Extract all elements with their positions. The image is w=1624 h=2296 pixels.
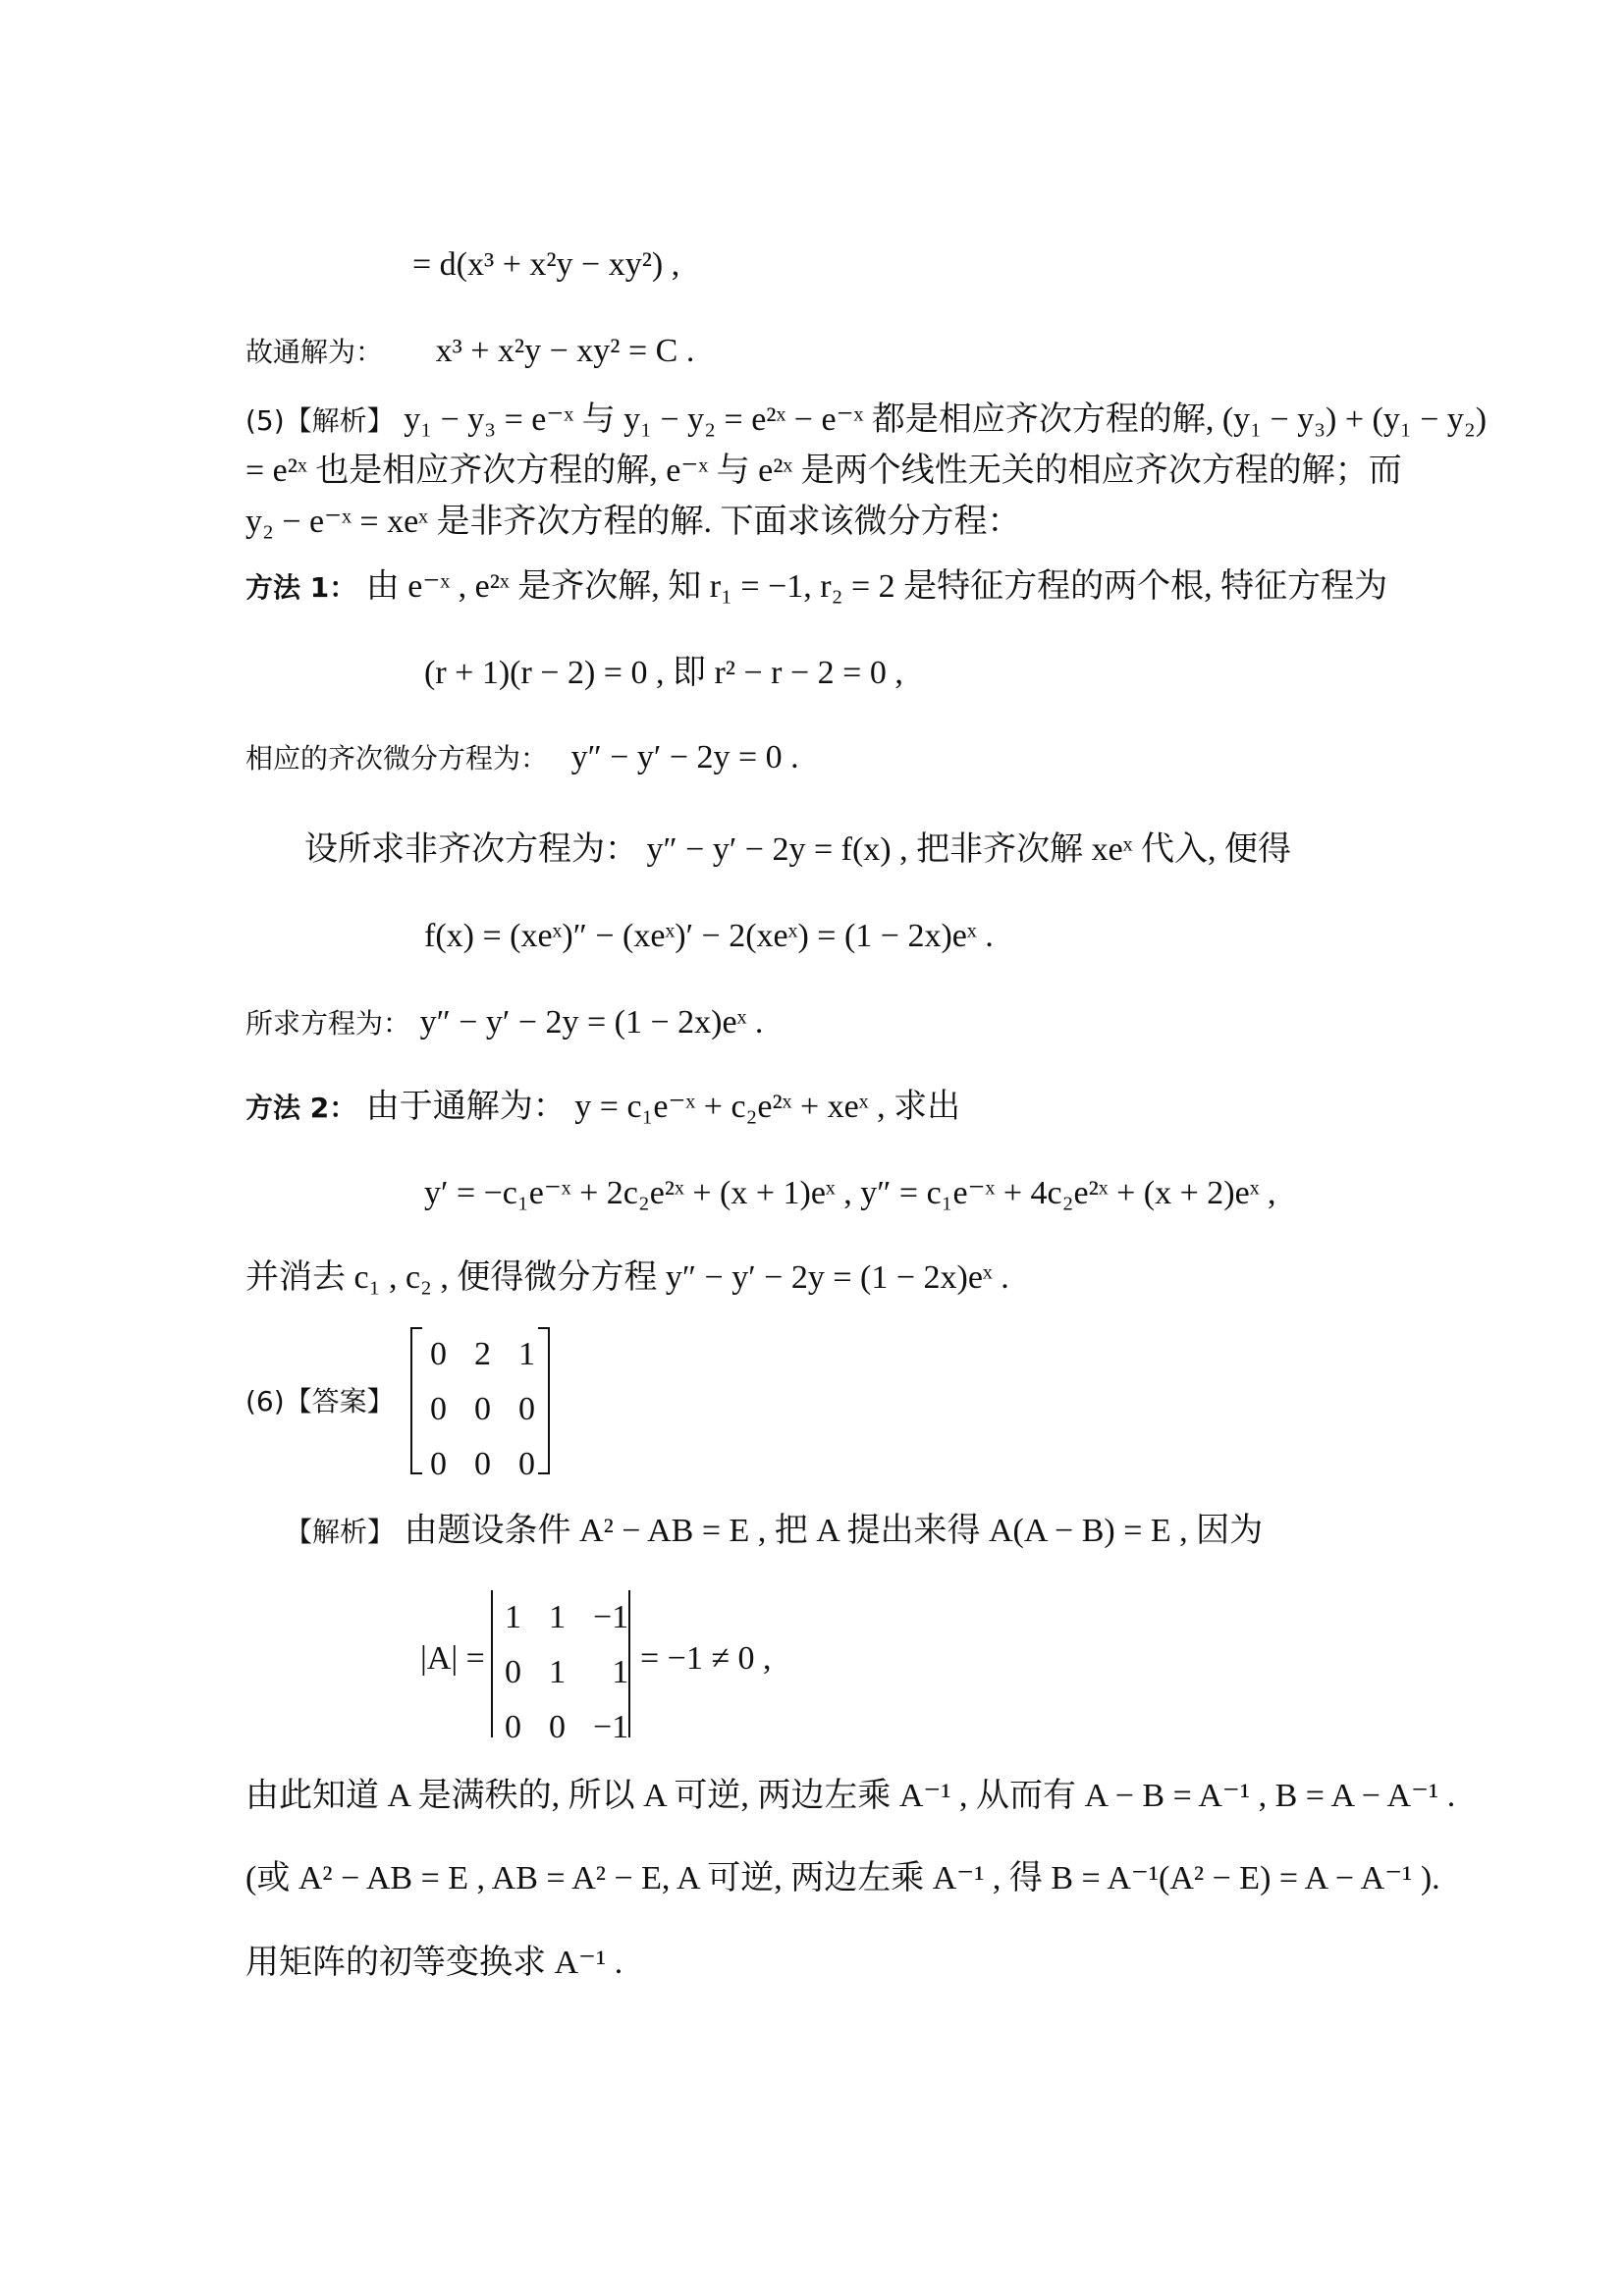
method2-line — [245, 1088, 960, 1128]
method1-label: 方法 1： — [245, 571, 357, 604]
matrix-cell: 0 — [430, 1391, 447, 1427]
determinant-matrix — [491, 1590, 630, 1745]
det-cell: 1 — [612, 1654, 629, 1690]
part5-text-2: = e²ˣ 也是相应齐次方程的解, e⁻ˣ 与 e²ˣ 是两个线性无关的相应齐次方程的解；而 — [245, 453, 1402, 489]
answer-matrix — [410, 1327, 550, 1482]
det-cell: −1 — [593, 1599, 629, 1635]
matrix-cell: 0 — [430, 1446, 447, 1482]
det-cell: 0 — [505, 1709, 521, 1745]
part6-analysis-line — [285, 1512, 1263, 1552]
result-equation: y″ − y′ − 2y = (1 − 2x)eˣ . — [419, 1004, 764, 1041]
characteristic-equation: (r + 1)(r − 2) = 0 , 即 r² − r − 2 = 0 , — [424, 655, 903, 691]
method1-text: 由 e⁻ˣ , e²ˣ 是齐次解, 知 r₁ = −1, r₂ = 2 是特征方程的两个根, 特征方程为 — [365, 568, 1388, 605]
fx-computation: f(x) = (xeˣ)″ − (xeˣ)′ − 2(xeˣ) = (1 − 2x)eˣ . — [424, 918, 994, 954]
alternative-line: (或 A² − AB = E , AB = A² − E, A 可逆, 两边左乘 A⁻¹ , 得 B = A⁻¹(A² − E) = A − A⁻¹ ). — [245, 1860, 1440, 1896]
matrix-cell: 1 — [518, 1336, 535, 1372]
nonhomogeneous-setup: 设所求非齐次方程为： y″ − y′ − 2y = f(x) , 把非齐次解 xeˣ 代入, 便得 — [304, 831, 1292, 868]
eliminate-line: 并消去 c₁ , c₂ , 便得微分方程 y″ − y′ − 2y = (1 − 2x)eˣ . — [245, 1259, 1009, 1296]
matrix-left-bracket — [410, 1327, 422, 1474]
method2-text: 由于通解为： y = c₁e⁻ˣ + c₂e²ˣ + xeˣ , 求出 — [365, 1089, 961, 1125]
matrix-cell: 0 — [518, 1391, 535, 1427]
part6-label: (6)【答案】 — [245, 1385, 395, 1417]
det-label: |A| = — [420, 1640, 485, 1677]
part5-label: (5)【解析】 — [245, 404, 395, 437]
matrix-cell: 0 — [474, 1391, 491, 1427]
general-solution-label: 故通解为： — [245, 336, 384, 368]
det-cell: 1 — [549, 1599, 566, 1635]
part5-text-1: y₁ − y₃ = e⁻ˣ 与 y₁ − y₂ = e²ˣ − e⁻ˣ 都是相应齐次方程的解, (y₁ − y₃) + (y₁ − y₂) — [404, 401, 1488, 438]
inverse-line: 用矩阵的初等变换求 A⁻¹ . — [245, 1945, 623, 1981]
analysis-text: 由题设条件 A² − AB = E , 把 A 提出来得 A(A − B) = E , 因为 — [404, 1513, 1264, 1549]
part5-line1 — [245, 400, 1487, 441]
det-cell: 0 — [549, 1709, 566, 1745]
method2-label: 方法 2： — [245, 1092, 357, 1124]
general-solution-line — [245, 332, 694, 372]
det-right-bar — [628, 1590, 630, 1737]
full-rank-line: 由此知道 A 是满秩的, 所以 A 可逆, 两边左乘 A⁻¹ , 从而有 A − B = A⁻¹ , B = A − A⁻¹ . — [245, 1778, 1456, 1814]
matrix-cell: 0 — [430, 1336, 447, 1372]
part5-text-3: y₂ − e⁻ˣ = xeˣ 是非齐次方程的解. 下面求该微分方程： — [245, 504, 1021, 540]
result-line — [245, 1003, 763, 1043]
det-value: = −1 ≠ 0 , — [640, 1640, 772, 1677]
det-cell: −1 — [593, 1709, 629, 1745]
homogeneous-label: 相应的齐次微分方程为： — [245, 742, 549, 774]
det-left-bar — [491, 1590, 493, 1737]
analysis-label: 【解析】 — [285, 1516, 396, 1548]
method1-line — [245, 567, 1387, 608]
homogeneous-line — [245, 738, 799, 778]
differential-expression: = d(x³ + x²y − xy²) , — [412, 246, 680, 283]
matrix-cell: 0 — [474, 1446, 491, 1482]
result-label: 所求方程为： — [245, 1007, 411, 1040]
general-solution-equation: x³ + x²y − xy² = C . — [435, 333, 695, 369]
matrix-cell: 0 — [518, 1446, 535, 1482]
det-cell: 1 — [549, 1654, 566, 1690]
det-cell: 0 — [505, 1654, 521, 1690]
homogeneous-equation: y″ − y′ − 2y = 0 . — [570, 739, 799, 775]
matrix-cell: 2 — [474, 1336, 491, 1372]
det-cell: 1 — [505, 1599, 521, 1635]
matrix-right-bracket — [538, 1327, 550, 1474]
derivatives-line: y′ = −c₁e⁻ˣ + 2c₂e²ˣ + (x + 1)eˣ , y″ = c₁e⁻ˣ + 4c₂e²ˣ + (x + 2)eˣ , — [424, 1175, 1276, 1211]
